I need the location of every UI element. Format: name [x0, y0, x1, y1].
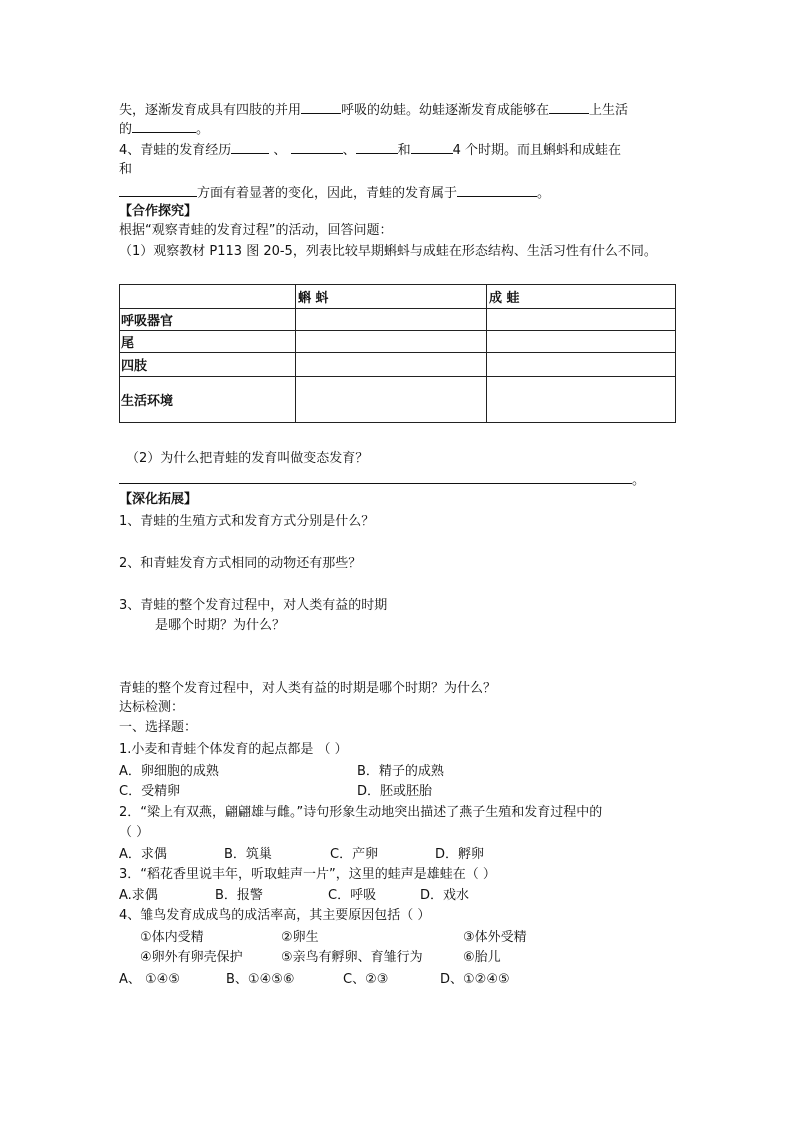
option-2A[interactable]: A．求偶 [119, 847, 167, 862]
table-row [120, 309, 676, 331]
choice-question-3: 3．“稻花香里说丰年，听取蛙声一片”，这里的蛙声是雄蛙在（ ） [119, 867, 496, 882]
intro-line-2 [119, 120, 209, 138]
option-1D[interactable]: D．胚或胚胎 [357, 784, 433, 799]
option-2D[interactable]: D．孵卵 [435, 847, 485, 862]
answer-blank[interactable] [549, 101, 589, 114]
option-item-3: ③体外受精 [463, 930, 527, 945]
q4-sep: 、 [273, 143, 287, 158]
answer-blank[interactable] [119, 184, 197, 197]
table-cell[interactable] [487, 353, 676, 377]
option-item-2: ②卵生 [281, 930, 319, 945]
answer-blank[interactable] [231, 141, 269, 154]
answer-blank[interactable] [291, 141, 343, 154]
table-cell[interactable] [487, 331, 676, 353]
section-choice: 一、选择题： [119, 720, 198, 735]
intro-text-1c: 上生活 [589, 103, 629, 118]
q4-sep: 、 [342, 143, 356, 158]
q4-line-3 [119, 184, 550, 202]
extend-question-3b: 是哪个时期？为什么？ [155, 618, 286, 633]
table-row [120, 331, 676, 353]
option-item-1: ①体内受精 [140, 930, 204, 945]
table-cell[interactable] [296, 377, 487, 423]
check-heading: 达标检测： [119, 700, 185, 715]
table-cell[interactable] [296, 331, 487, 353]
choice-question-2a: 2．“梁上有双燕，翩翩雄与雌。”诗句形象生动地突出描述了燕子生殖和发育过程中的 [119, 805, 603, 820]
q4-text: 4、青蛙的发育经历 [119, 143, 232, 158]
q4-text: 。 [537, 186, 551, 201]
q4-text: 方面有着显著的变化，因此，青蛙的发育属于 [197, 186, 458, 201]
explore-task-1: （1）观察教材 P113 图 20-5，列表比较早期蝌蚪与成蛙在形态结构、生活习性有什么不同。 [119, 244, 657, 259]
comparison-table [119, 284, 676, 423]
answer-blank[interactable] [457, 184, 537, 197]
option-1B[interactable]: B．精子的成熟 [357, 764, 444, 779]
table-header-tadpole: 蝌 蚪 [296, 285, 487, 309]
answer-blank[interactable] [356, 141, 398, 154]
task-2-answer-line [119, 471, 645, 489]
option-4B[interactable]: B、①④⑤⑥ [226, 972, 295, 987]
row-label: 呼吸器官 [120, 309, 296, 331]
row-label: 四肢 [120, 353, 296, 377]
explore-task-2: （2）为什么把青蛙的发育叫做变态发育？ [126, 451, 369, 466]
table-header-frog: 成 蛙 [487, 285, 676, 309]
option-4C[interactable]: C、②③ [343, 972, 389, 987]
intro-text-1a: 失，逐渐发育成具有四肢的并用 [119, 103, 302, 118]
option-2C[interactable]: C．产卵 [330, 847, 379, 862]
table-corner-cell [120, 285, 296, 309]
row-label: 生活环境 [120, 377, 296, 423]
intro-line-1 [119, 101, 628, 119]
option-item-4: ④卵外有卵壳保护 [140, 950, 243, 965]
choice-question-4: 4、雏鸟发育成成鸟的成活率高，其主要原因包括（ ） [119, 908, 431, 923]
table-cell[interactable] [296, 309, 487, 331]
option-item-5: ⑤亲鸟有孵卵、育雏行为 [281, 950, 423, 965]
extend-question-2: 2、和青蛙发育方式相同的动物还有那些？ [119, 556, 362, 571]
option-1C[interactable]: C．受精卵 [119, 784, 181, 799]
answer-blank[interactable] [132, 120, 196, 133]
intro-text-2a: 的 [119, 122, 133, 137]
q4-text: 和 [119, 162, 133, 177]
row-label: 尾 [120, 331, 296, 353]
table-cell[interactable] [487, 309, 676, 331]
answer-blank[interactable] [119, 471, 632, 484]
repeat-question: 青蛙的整个发育过程中，对人类有益的时期是哪个时期？为什么？ [119, 681, 497, 696]
option-1A[interactable]: A．卵细胞的成熟 [119, 764, 219, 779]
extend-question-3a: 3、青蛙的整个发育过程中，对人类有益的时期 [119, 598, 388, 613]
table-header-row [120, 285, 676, 309]
option-4A[interactable]: A、 ①④⑤ [119, 972, 180, 987]
table-cell[interactable] [296, 353, 487, 377]
q4-line-1 [119, 141, 621, 159]
answer-blank[interactable] [411, 141, 453, 154]
option-4D[interactable]: D、①②④⑤ [440, 972, 510, 987]
option-3A[interactable]: A.求偶 [119, 888, 158, 903]
intro-text-1b: 呼吸的幼蛙。幼蛙逐渐发育成能够在 [341, 103, 550, 118]
section-heading-explore: 【合作探究】 [119, 204, 198, 219]
intro-text-2b: 。 [196, 122, 210, 137]
q4-text: 4 个时期。而且蝌蚪和成蛙在 [452, 143, 622, 158]
option-3B[interactable]: B．报警 [215, 888, 263, 903]
explore-intro: 根据“观察青蛙的发育过程”的活动，回答问题： [119, 223, 393, 238]
option-3C[interactable]: C．呼吸 [328, 888, 377, 903]
answer-blank[interactable] [301, 101, 341, 114]
choice-question-2b: （ ） [119, 825, 150, 840]
extend-question-1: 1、青蛙的生殖方式和发育方式分别是什么？ [119, 514, 375, 529]
option-3D[interactable]: D．戏水 [420, 888, 470, 903]
choice-question-1: 1.小麦和青蛙个体发育的起点都是 （ ） [119, 742, 348, 757]
option-item-6: ⑥胎儿 [463, 950, 501, 965]
task-2-end: 。 [632, 473, 646, 488]
section-heading-extend: 【深化拓展】 [119, 492, 198, 507]
table-cell[interactable] [487, 377, 676, 423]
q4-line-2 [119, 161, 132, 178]
q4-sep: 和 [397, 143, 411, 158]
table-row [120, 353, 676, 377]
table-row [120, 377, 676, 423]
option-2B[interactable]: B．筑巢 [224, 847, 272, 862]
